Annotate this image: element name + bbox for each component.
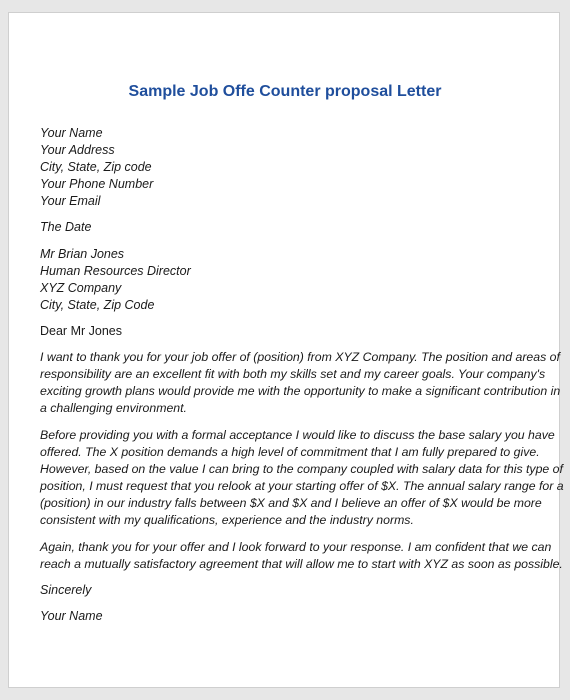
- paragraph-2-line: Before providing you with a formal acceptance I would like to discuss the base salary you have: [40, 428, 555, 442]
- sender-address: Your Address: [40, 143, 115, 157]
- paragraph-1: [40, 349, 561, 417]
- recipient-title: Human Resources Director: [40, 264, 191, 278]
- paragraph-1-line: exciting growth plans would provide me with the opportunity to make a significant contribution in: [40, 384, 561, 398]
- paragraph-2-line: offered. The X position demands a high level of commitment that I am fully prepared to give.: [40, 445, 540, 459]
- paragraph-1-line: responsibility are an excellent fit with both my skills set and my career goals. Your company's: [40, 367, 546, 381]
- sender-email: Your Email: [40, 194, 101, 208]
- closing: Sincerely: [40, 583, 92, 597]
- paragraph-1-line: a challenging environment.: [40, 401, 187, 415]
- paragraph-2-line: position, I must request that you relook at your starting offer of $X. The annual salary range for a: [40, 479, 564, 493]
- paragraph-3-line: Again, thank you for your offer and I look forward to your response. I am confident that we can: [40, 540, 552, 554]
- recipient-city: City, State, Zip Code: [40, 298, 155, 312]
- paragraph-1-line: I want to thank you for your job offer of (position) from XYZ Company. The position and areas of: [40, 350, 560, 364]
- recipient-company: XYZ Company: [40, 281, 122, 295]
- letter-date: The Date: [40, 220, 92, 234]
- letter-title: Sample Job Offe Counter proposal Letter: [128, 83, 442, 100]
- salutation: Dear Mr Jones: [40, 324, 122, 338]
- signature: Your Name: [40, 609, 103, 623]
- sender-city: City, State, Zip code: [40, 160, 152, 174]
- paragraph-3-line: reach a mutually satisfactory agreement that will allow me to start with XYZ as soon as possible.: [40, 557, 563, 571]
- paragraph-2: [40, 427, 564, 529]
- recipient-name: Mr Brian Jones: [40, 247, 125, 261]
- sender-phone: Your Phone Number: [40, 177, 154, 191]
- sender-name: Your Name: [40, 126, 103, 140]
- paragraph-2-line: However, based on the value I can bring to the company coupled with salary data for this type of: [40, 462, 563, 476]
- paragraph-2-line: (position) in our industry falls between $X and $X and I believe an offer of $X would be more: [40, 496, 542, 510]
- paragraph-3: [40, 539, 563, 573]
- paragraph-2-line: consistent with my qualifications, experience and the industry norms.: [40, 513, 414, 527]
